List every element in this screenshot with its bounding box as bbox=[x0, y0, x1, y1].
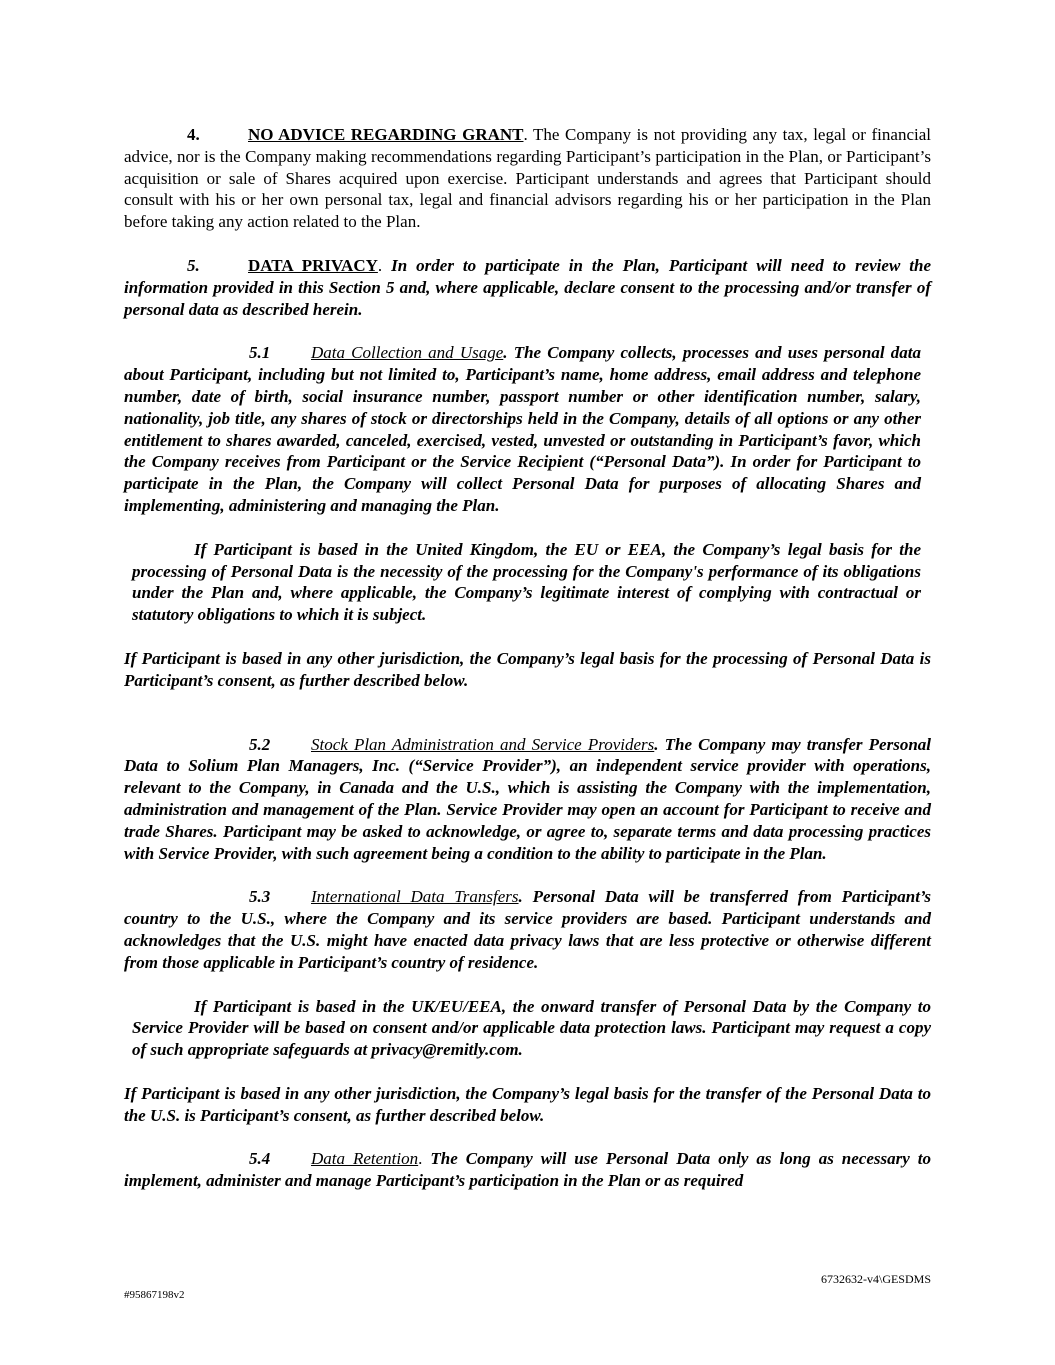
uk-legal-basis-paragraph: If Participant is based in the United Kingdom, the EU or EEA, the Company’s legal basis for the processing of Personal Data is the necessity of the processing for the Company's performance of its obligations under the Plan and, where applicable, the Company’s legitimate interest of complying with contractual or statutory obligations to which it is subject. bbox=[132, 539, 921, 625]
section-body: In order to participate in the Plan, Participant will need to review the information provided in this Section 5 and, where applicable, declare consent to the processing and/or transfer of personal data as described herein. bbox=[124, 255, 931, 319]
subsection-number: 5.4 bbox=[249, 1149, 271, 1169]
subsection-heading: International Data Transfers bbox=[311, 887, 519, 907]
uk-transfer-paragraph: If Participant is based in the UK/EU/EEA, the onward transfer of Personal Data by the Company to Service Provider will be based on consent and/or applicable data protection laws. Participant may request a copy of such appropriate safeguards at privacy@remitly.com. bbox=[132, 996, 931, 1060]
subsection-body: The Company will use Personal Data only as long as necessary to implement, administer and manage Participant’s participation in the Plan or as required bbox=[124, 1149, 931, 1191]
subsection-number: 5.1 bbox=[249, 343, 271, 363]
section-number: 4. bbox=[187, 125, 200, 144]
subsection-5-4-paragraph bbox=[124, 1148, 931, 1192]
other-jurisdiction-paragraph: If Participant is based in any other jurisdiction, the Company’s legal basis for the processing of Personal Data is Participant’s consent, as further described below. bbox=[124, 648, 931, 690]
footer-document-id: #95867198v2 bbox=[124, 1289, 185, 1301]
heading-punctuation: . bbox=[377, 255, 383, 275]
heading-punctuation: . bbox=[523, 125, 528, 144]
subsection-number: 5.3 bbox=[249, 887, 271, 907]
heading-punctuation: . bbox=[503, 343, 508, 363]
subsection-5-3-paragraph bbox=[124, 886, 931, 973]
subsection-body: The Company may transfer Personal Data to Solium Plan Managers, Inc. (“Service Provider”), an independent service provider with operations, relevant to the Company, in Canada and the U.S., which is assisting the Company with the implementation, administration and management of the Plan. Service Provider may open an account for Participant to receive and trade Shares. Participant may be asked to acknowledge, or agree to, separate terms and data processing practices with Service Provider, with such agreement being a condition to the ability to participate in the Plan. bbox=[124, 734, 931, 863]
section-5-paragraph bbox=[124, 255, 931, 320]
subsection-heading: Stock Plan Administration and Service Providers bbox=[311, 734, 655, 754]
heading-punctuation: . bbox=[518, 887, 523, 907]
other-jurisdiction-transfer-paragraph: If Participant is based in any other jurisdiction, the Company’s legal basis for the transfer of the Personal Data to the U.S. is Participant’s consent, as further described below. bbox=[124, 1083, 931, 1125]
subsection-body: The Company collects, processes and uses personal data about Participant, including but not limited to, Participant’s name, home address, email address and telephone number, date of birth, social insurance number, passport number or other identification number, salary, nationality, job title, any shares of stock or directorships held in the Company, details of all options or any other entitlement to shares awarded, canceled, exercised, vested, unvested or outstanding in Participant’s favor, which the Company receives from Participant or the Service Recipient (“Personal Data”). In order for Participant to participate in the Plan, the Company will collect Personal Data for purposes of allocating Shares and implementing, administering and managing the Plan. bbox=[124, 343, 921, 515]
document-page bbox=[124, 124, 931, 1214]
subsection-heading: Data Collection and Usage bbox=[311, 343, 504, 363]
footer-document-reference: 6732632-v4\GESDMS bbox=[820, 1272, 931, 1286]
subsection-5-2-paragraph bbox=[124, 734, 931, 865]
heading-punctuation: . bbox=[654, 734, 659, 754]
section-heading: NO ADVICE REGARDING GRANT bbox=[248, 125, 524, 144]
section-4-paragraph bbox=[124, 124, 931, 233]
subsection-5-1-paragraph bbox=[124, 342, 921, 516]
section-body: The Company is not providing any tax, legal or financial advice, nor is the Company making recommendations regarding Participant’s participation in the Plan, or Participant’s acquisition or sale of Shares acquired upon exercise. Participant understands and agrees that Participant should consult with his or her own personal tax, legal and financial advisors regarding his or her participation in the Plan before taking any action related to the Plan. bbox=[124, 125, 931, 232]
subsection-number: 5.2 bbox=[249, 734, 271, 754]
heading-punctuation: . bbox=[418, 1149, 423, 1169]
subsection-heading: Data Retention bbox=[311, 1149, 419, 1169]
section-heading: DATA PRIVACY bbox=[248, 255, 378, 275]
section-number: 5. bbox=[187, 255, 200, 275]
subsection-body: Personal Data will be transferred from Participant’s country to the U.S., where the Company and its service providers are based. Participant understands and acknowledges that the U.S. might have enacted data privacy laws that are less protective or otherwise different from those applicable in Participant’s country of residence. bbox=[124, 887, 931, 972]
